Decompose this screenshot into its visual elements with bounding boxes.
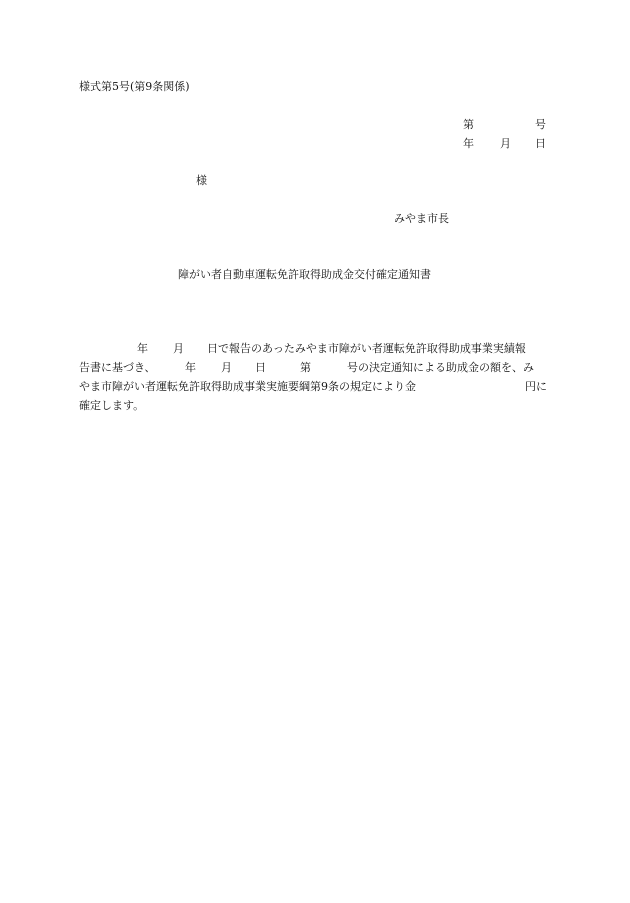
reference-number-suffix: 号: [535, 118, 546, 131]
reference-number: [463, 118, 546, 132]
body-text-line: [79, 342, 547, 356]
issue-date: [463, 137, 546, 151]
addressee-honorific: 様: [196, 174, 207, 187]
decision-date-year: 年: [185, 361, 196, 374]
body-text-line: [79, 361, 547, 375]
decision-number-prefix: 第: [300, 361, 311, 374]
issuer-name: みやま市長: [394, 212, 449, 225]
form-number-label: 様式第5号(第9条関係): [79, 80, 190, 93]
reference-number-prefix: 第: [463, 118, 474, 131]
body-text-line: [79, 380, 547, 394]
grant-amount-yen: 円に: [525, 380, 547, 393]
body-text-line: [79, 399, 547, 413]
issue-date-day: 日: [535, 137, 546, 150]
decision-date-month: 月: [221, 361, 232, 374]
report-date-month: 月: [173, 342, 184, 355]
body-text-segment: やま市障がい者運転免許取得助成事業実施要綱第9条の規定により金: [79, 380, 416, 393]
issue-date-month: 月: [500, 137, 511, 150]
body-text-segment: 確定します。: [79, 399, 145, 412]
body-text-segment: 告書に基づき、: [79, 361, 156, 374]
decision-date-day: 日: [255, 361, 266, 374]
document-title: 障がい者自動車運転免許取得助成金交付確定通知書: [178, 268, 431, 281]
report-date-year: 年: [137, 342, 148, 355]
body-text-segment: 日で報告のあったみやま市障がい者運転免許取得助成事業実績報: [207, 342, 526, 355]
issue-date-year: 年: [463, 137, 474, 150]
body-text-segment: 号の決定通知による助成金の額を、み: [347, 361, 534, 374]
